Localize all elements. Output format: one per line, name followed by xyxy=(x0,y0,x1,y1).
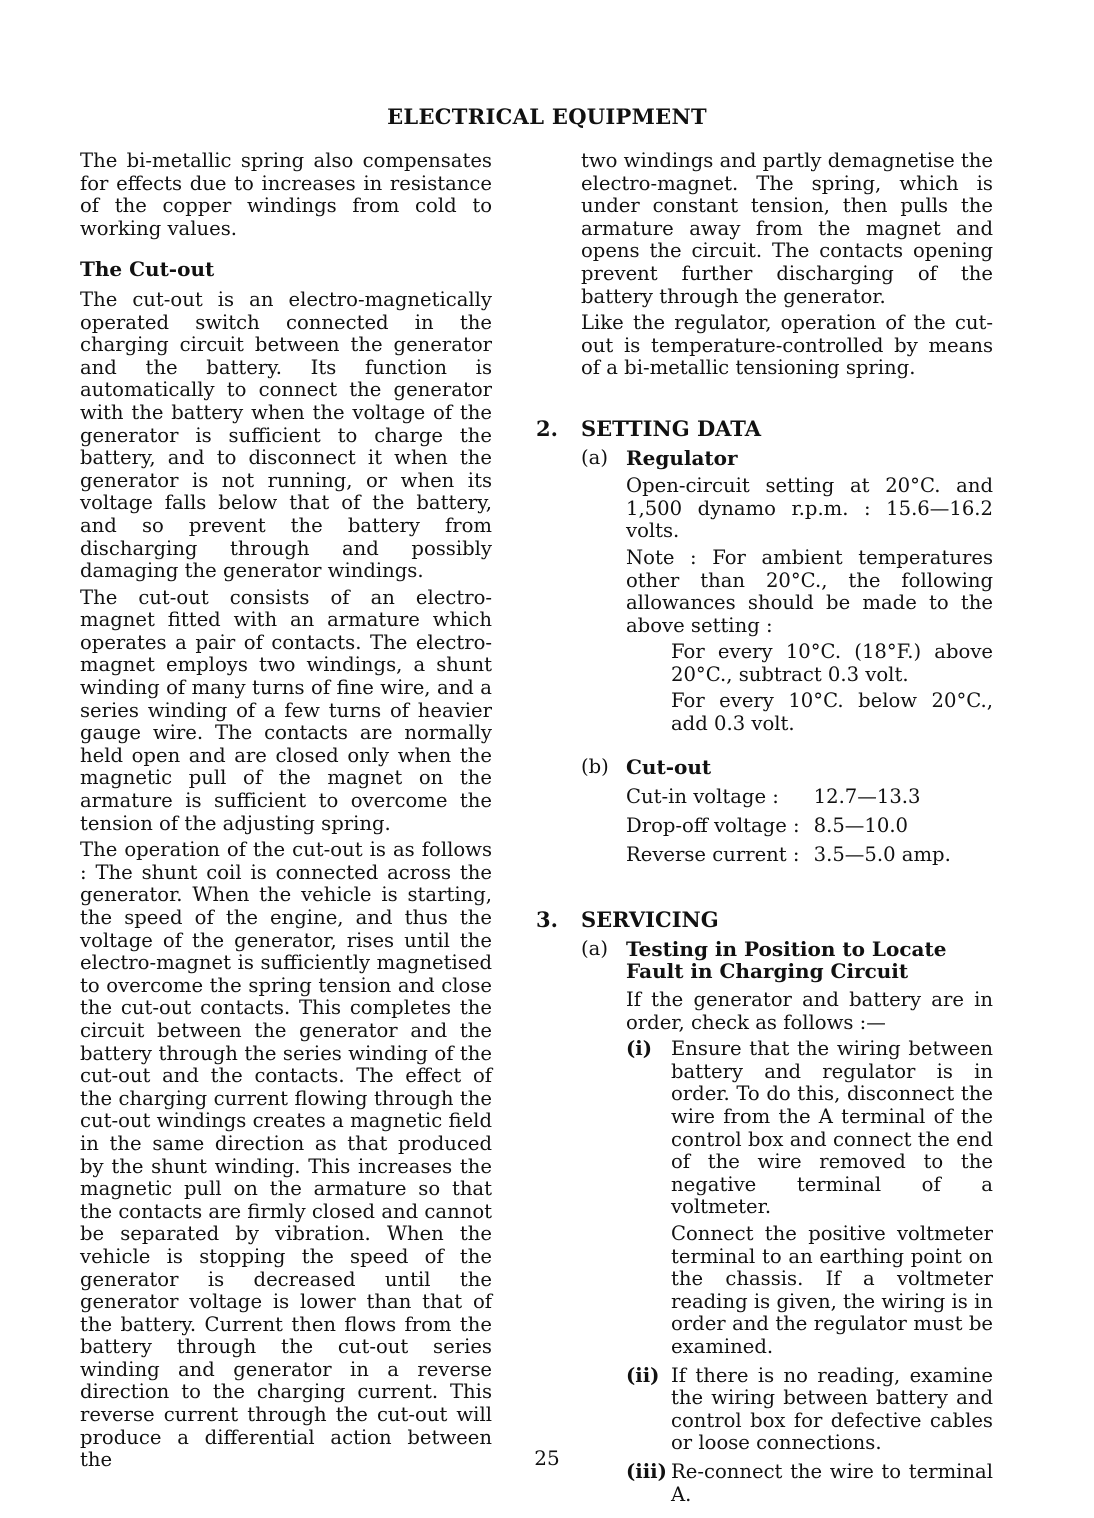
subsection-title: Cut-out xyxy=(626,754,712,779)
cutout-settings-table xyxy=(626,784,951,871)
paragraph-cutout-function: The cut-out is an electro-magnetically operated switch connected in the charging circuit between the generator and the battery. Its function is automatically to connect the generator with the battery when the voltage of the generator is sufficient to charge the battery, and to disconnect it when the generator is not running, or when its voltage falls below that of the battery, and so prevent the battery from discharging through and possibly damaging the generator windings. xyxy=(80,287,492,583)
test-step-ii xyxy=(626,1365,993,1455)
paragraph-demagnetise: two windings and partly demagnetise the electro-magnet. The spring, which is under constant tension, then pulls the armature away from the magnet and opens the circuit. The contacts opening prevent further discharging of the battery through the generator. xyxy=(581,149,993,308)
cutout-setting-value: 3.5—5.0 amp. xyxy=(813,843,951,867)
testing-intro: If the generator and battery are in order, check as follows :— xyxy=(626,988,993,1034)
section-number: 3. xyxy=(536,907,558,933)
subsection-cutout xyxy=(581,756,993,872)
left-column xyxy=(80,150,492,1476)
subsection-label: (a) xyxy=(581,936,608,960)
section-setting-data-heading xyxy=(536,415,993,441)
cutout-setting-value: 12.7—13.3 xyxy=(813,785,921,809)
table-row xyxy=(626,842,951,871)
paragraph-temperature-control: Like the regulator, operation of the cut-out is temperature-controlled by means of a bi-metallic tensioning spring. xyxy=(581,311,993,380)
table-row xyxy=(626,784,951,813)
test-step-i xyxy=(626,1038,993,1358)
cutout-heading: The Cut-out xyxy=(80,257,215,282)
subsection-testing xyxy=(581,938,993,1506)
step-text: Ensure that the wiring between battery and regulator is in order. To do this, disconnect the wire from the A terminal of the control box and connect the end of the wire removed to the negative terminal of a voltmeter. xyxy=(671,1037,993,1219)
regulator-setting: Open-circuit setting at 20°C. and 1,500 dynamo r.p.m. : 15.6—16.2 volts. xyxy=(626,474,993,543)
paragraph-cutout-construction: The cut-out consists of an electro-magnet fitted with an armature which operates a pair of contacts. The electro-magnet employs two windings, a shunt winding of many turns of fine wire, and a series winding of a few turns of heavier gauge wire. The contacts are normally held open and are closed only when the magnetic pull of the magnet on the armature is sufficient to overcome the tension of the adjusting spring. xyxy=(80,585,492,835)
page-number: 25 xyxy=(534,1446,560,1470)
step-text: Re-connect the wire to terminal A. xyxy=(671,1459,993,1506)
regulator-note: Note : For ambient temperatures other than 20°C., the following allowances should be made to the above setting : xyxy=(626,545,993,637)
cutout-setting-label: Cut-in voltage : xyxy=(626,785,779,809)
step-text-continued: Connect the positive voltmeter terminal to an earthing point on the chassis. If a voltmeter reading is given, the wiring is in order and the regulator must be examined. xyxy=(671,1221,993,1358)
step-text: If there is no reading, examine the wiring between battery and control box for defective cables or loose connections. xyxy=(671,1363,993,1455)
subsection-label: (b) xyxy=(581,754,609,778)
section-title: SERVICING xyxy=(581,907,719,933)
step-label: (ii) xyxy=(626,1363,660,1387)
section-number: 2. xyxy=(536,415,558,441)
paragraph-cutout-operation: The operation of the cut-out is as follows : The shunt coil is connected across the generator. When the vehicle is starting, the speed of the engine, and thus the voltage of the generator, rises until the electro-magnet is sufficiently magnetised to overcome the spring tension and close the cut-out contacts. This completes the circuit between the generator and the battery through the series winding of the cut-out and the contacts. The effect of the charging current flowing through the cut-out windings creates a magnetic field in the same direction as that produced by the shunt winding. This increases the magnetic pull on the armature so that the contacts are firmly closed and cannot be separated by vibration. When the vehicle is stopping the speed of the generator is decreased until the generator voltage is lower than that of the battery. Current then flows from the battery through the cut-out series winding and generator in a reverse direction to the charging current. This reverse current through the cut-out will produce a differential action between the xyxy=(80,838,492,1472)
cutout-setting-value: 8.5—10.0 xyxy=(813,814,909,838)
table-row xyxy=(626,813,951,842)
step-label: (iii) xyxy=(626,1459,667,1483)
cutout-setting-label: Drop-off voltage : xyxy=(626,814,800,838)
cutout-setting-label: Reverse current : xyxy=(626,843,800,867)
page-header: ELECTRICAL EQUIPMENT xyxy=(387,104,707,129)
regulator-note-below: For every 10°C. below 20°C., add 0.3 volt. xyxy=(671,689,993,736)
subsection-regulator xyxy=(581,447,993,736)
section-title: SETTING DATA xyxy=(581,415,762,441)
subsection-title: Regulator xyxy=(626,445,738,470)
paragraph-bimetallic: The bi-metallic spring also compensates for effects due to increases in resistance of the copper windings from cold to working values. xyxy=(80,149,492,240)
section-servicing-heading xyxy=(536,907,993,933)
regulator-note-above: For every 10°C. (18°F.) above 20°C., subtract 0.3 volt. xyxy=(671,640,993,686)
subsection-title: Testing in Position to Locate Fault in Charging Circuit xyxy=(626,936,947,984)
subsection-label: (a) xyxy=(581,445,608,469)
step-label: (i) xyxy=(626,1037,652,1061)
